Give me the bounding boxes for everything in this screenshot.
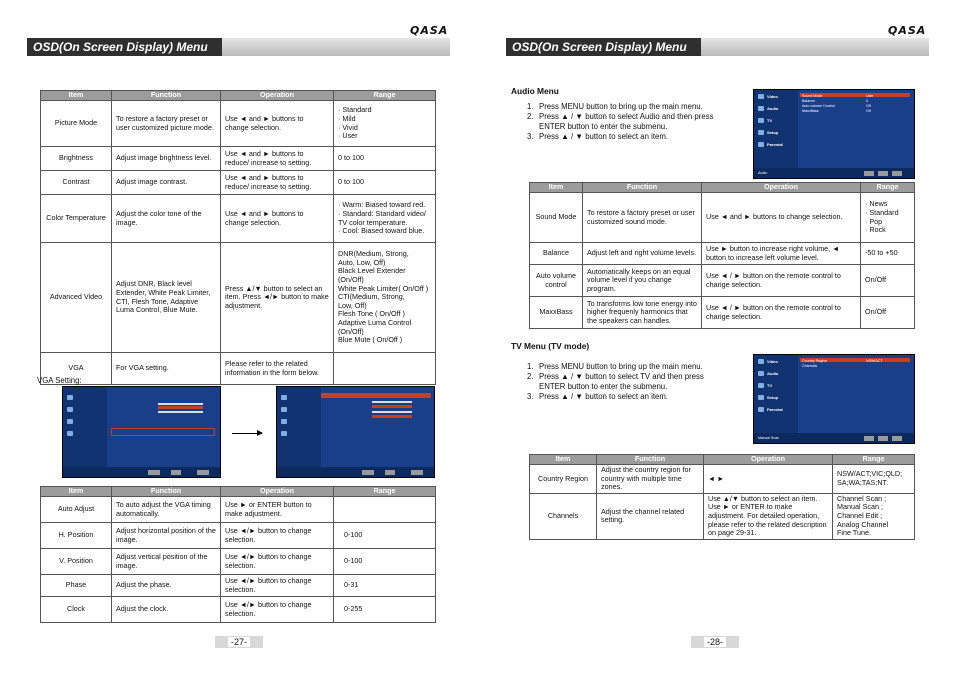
osd-item-value: Off <box>866 104 871 108</box>
osd-sidebar <box>754 355 798 433</box>
osd-slider-fill <box>372 415 412 418</box>
osd-menu-label: Parental <box>767 142 783 147</box>
range-line: White Peak Limiter( On/Off ) <box>338 283 429 293</box>
cell-range <box>334 171 436 195</box>
range-line: · Rock <box>865 225 886 235</box>
table-row <box>530 465 915 494</box>
osd-button <box>878 171 888 176</box>
cell-item: Contrast <box>41 171 112 195</box>
osd-footer-bar <box>277 467 434 477</box>
cell-item: Brightness <box>41 147 112 171</box>
cell-function: To auto adjust the VGA timing automatically. <box>112 497 221 523</box>
cell-operation: Use ▲/▼ button to select an item. Use ► or ENTER to make adjustment. For detailed operation, please refer to the related description on page 29-31. <box>704 493 833 539</box>
osd-slider-fill <box>372 405 412 408</box>
tv-steps-list <box>527 362 727 402</box>
audio-icon <box>758 371 764 376</box>
cell-item: Advanced Video <box>41 243 112 353</box>
header-item: Item <box>530 455 597 465</box>
range-line: · Standard: Standard video/ <box>338 208 426 218</box>
cell-range <box>833 465 915 494</box>
setup-icon <box>758 130 764 135</box>
osd-button <box>385 470 395 475</box>
osd-menu-item <box>758 395 778 400</box>
cell-operation: Use ◄ / ► button on the remote control to change selection. <box>702 265 861 297</box>
cell-item: V. Position <box>41 549 112 575</box>
cell-operation: Use ► button to increase right volume, ◄ button to increase left volume level. <box>702 243 861 265</box>
table-row <box>41 549 436 575</box>
range-line: Adaptive Luma Control <box>338 317 412 327</box>
range-line: (On/Off) <box>338 326 364 336</box>
tv-menu-screen <box>753 354 915 444</box>
cell-function: Adjust the country region for country with multiple time zones. <box>597 465 704 494</box>
header-range: Range <box>334 487 436 497</box>
cell-item: Auto Adjust <box>41 497 112 523</box>
header-function: Function <box>597 455 704 465</box>
step-text: Press ▲ / ▼ button to select Audio and then press ENTER button to enter the submenu. <box>539 112 714 131</box>
table-row <box>41 147 436 171</box>
osd-menu-label: Setup <box>767 395 779 400</box>
osd-menu-item <box>758 106 778 111</box>
arrow-right-icon <box>232 433 262 434</box>
table-row <box>41 171 436 195</box>
tv-icon <box>758 383 764 388</box>
osd-menu-item <box>758 94 778 99</box>
range-line: (On/Off) <box>338 275 364 285</box>
cell-range: 0-255 <box>334 597 436 623</box>
osd-item-label: MaxxBass <box>802 109 819 113</box>
osd-menu-item <box>758 383 772 388</box>
osd-item-value: Off <box>866 109 871 113</box>
step-item <box>527 362 727 372</box>
osd-slider <box>158 411 203 413</box>
cell-range <box>833 493 915 539</box>
cell-operation: Use ◄ and ► buttons to reduce/ increase to setting. <box>221 171 334 195</box>
cell-function: Adjust vertical position of the image. <box>112 549 221 575</box>
osd-menu-item <box>758 407 783 412</box>
vga-screen-after <box>276 386 435 478</box>
vga-setting-label: VGA Setting: <box>37 376 82 385</box>
header-range: Range <box>833 455 915 465</box>
cell-operation: Use ◄ and ► buttons to change selection. <box>221 195 334 243</box>
range-line: Channel Edit ; <box>837 510 883 520</box>
range-line: 0 to 100 <box>338 153 364 163</box>
tv-menu-title: TV Menu (TV mode) <box>511 341 590 351</box>
osd-menu-item <box>758 359 778 364</box>
video-icon <box>758 94 764 99</box>
header-operation: Operation <box>704 455 833 465</box>
audio-icon <box>67 407 76 412</box>
table-row <box>530 193 915 243</box>
range-line: Analog Channel <box>837 519 889 529</box>
cell-function: For VGA setting. <box>112 353 221 385</box>
cell-item: Sound Mode <box>530 193 583 243</box>
osd-button <box>864 171 874 176</box>
range-line: DNR(Medium, Strong, <box>338 249 409 259</box>
step-item <box>527 392 727 402</box>
range-line: 0 to 100 <box>338 177 364 187</box>
cell-range <box>334 243 436 353</box>
cell-function: Adjust image contrast. <box>112 171 221 195</box>
table-row <box>530 297 915 329</box>
range-line: · User <box>338 131 358 141</box>
osd-menu-label: TV <box>767 383 773 388</box>
tv-icon <box>281 419 290 424</box>
cell-function: Automatically keeps on an equal volume level if you change program. <box>583 265 702 297</box>
range-line: Flesh Tone ( On/Off ) <box>338 309 405 319</box>
osd-footer-bar <box>63 467 220 477</box>
range-line: Fine Tune. <box>837 528 871 538</box>
step-number: 2. <box>527 112 534 121</box>
cell-range <box>334 497 436 523</box>
osd-item-value: 0 <box>866 99 868 103</box>
range-line: Auto, Low, Off) <box>338 257 386 267</box>
osd-button <box>878 436 888 441</box>
audio-menu-title: Audio Menu <box>511 86 559 96</box>
parental-icon <box>758 142 764 147</box>
parental-icon <box>758 407 764 412</box>
cell-range: 0-100 <box>334 523 436 549</box>
cell-range: 0-31 <box>334 575 436 597</box>
cell-operation: Use ◄ and ► buttons to reduce/ increase to setting. <box>221 147 334 171</box>
cell-item: Clock <box>41 597 112 623</box>
header-operation: Operation <box>221 487 334 497</box>
cell-operation: Use ◄ and ► buttons to change selection. <box>702 193 861 243</box>
section-banner <box>506 38 929 56</box>
cell-function: Adjust left and right volume levels. <box>583 243 702 265</box>
right-page <box>477 0 954 673</box>
step-text: Press ▲ / ▼ button to select an item. <box>539 392 668 401</box>
osd-menu-label: Video <box>767 94 778 99</box>
table-header-row <box>41 91 436 101</box>
cell-function: Adjust the phase. <box>112 575 221 597</box>
cell-function: To restore a factory preset or user customized sound mode. <box>583 193 702 243</box>
cell-item: Channels <box>530 493 597 539</box>
cell-item: Country Region <box>530 465 597 494</box>
range-line: Blue Mute ( On/Off ) <box>338 335 403 345</box>
header-operation: Operation <box>702 183 861 193</box>
step-item <box>527 132 727 142</box>
table-header-row <box>530 183 915 193</box>
header-function: Function <box>112 487 221 497</box>
osd-sidebar <box>754 90 798 168</box>
cell-range <box>861 265 915 297</box>
osd-footer-bar <box>754 168 914 178</box>
tv-icon <box>67 419 76 424</box>
step-text: Press MENU button to bring up the main menu. <box>539 362 703 371</box>
osd-menu-label: Parental <box>767 407 783 412</box>
cell-operation: Use ◄ and ► buttons to change selection. <box>221 101 334 147</box>
table-row <box>530 265 915 297</box>
osd-item-label: Channels <box>802 364 818 368</box>
table-row <box>41 523 436 549</box>
table-row <box>41 243 436 353</box>
step-number: 1. <box>527 362 534 371</box>
cell-item: MaxxBass <box>530 297 583 329</box>
range-line: SA;WA;TAS;NT. <box>837 477 889 487</box>
osd-menu-label: Setup <box>767 130 779 135</box>
osd-button <box>362 470 374 475</box>
step-item <box>527 372 727 392</box>
osd-button <box>892 436 902 441</box>
video-icon <box>758 359 764 364</box>
cell-function: Adjust the clock. <box>112 597 221 623</box>
page-number: -28- <box>691 636 739 648</box>
table-row <box>41 597 436 623</box>
osd-item-label: Balance <box>802 99 815 103</box>
cell-operation: Use ◄/► button to change selection. <box>221 575 334 597</box>
step-number: 3. <box>527 132 534 141</box>
banner-title: OSD(On Screen Display) Menu <box>27 38 222 56</box>
osd-sidebar <box>277 387 321 467</box>
step-number: 1. <box>527 102 534 111</box>
audio-icon <box>281 407 290 412</box>
banner-title: OSD(On Screen Display) Menu <box>506 38 701 56</box>
range-line: Manual Scan ; <box>837 502 883 512</box>
osd-item-value: NSW/ACT <box>866 359 883 363</box>
header-range: Range <box>334 91 436 101</box>
osd-button <box>197 470 209 475</box>
cell-range: 0-100 <box>334 549 436 575</box>
cell-range <box>334 147 436 171</box>
setup-icon <box>758 395 764 400</box>
cell-function: Adjust the color tone of the image. <box>112 195 221 243</box>
range-line: · Mild <box>338 113 356 123</box>
table-row <box>41 195 436 243</box>
header-range: Range <box>861 183 915 193</box>
table-row <box>41 575 436 597</box>
cell-range <box>334 195 436 243</box>
cell-item: Auto volume control <box>530 265 583 297</box>
audio-settings-table <box>529 182 915 329</box>
osd-button <box>864 436 874 441</box>
audio-menu-screen <box>753 89 915 179</box>
video-icon <box>67 395 76 400</box>
table-row <box>41 101 436 147</box>
cell-operation: Please refer to the related information in the form below. <box>221 353 334 385</box>
vga-screen-before <box>62 386 221 478</box>
vga-settings-table <box>40 486 436 623</box>
osd-slider-fill <box>158 406 203 409</box>
osd-item-label: Auto volume Control <box>802 104 835 108</box>
range-line: · Pop <box>865 216 883 226</box>
cell-item: VGA <box>41 353 112 385</box>
tv-settings-table <box>529 454 915 540</box>
header-function: Function <box>112 91 221 101</box>
setup-icon <box>281 431 290 436</box>
video-icon <box>281 395 290 400</box>
step-item <box>527 102 727 112</box>
cell-operation: Use ◄/► button to change selection. <box>221 549 334 575</box>
osd-footer-label: Audio <box>758 171 768 175</box>
table-row <box>41 353 436 385</box>
cell-item: Color Temperature <box>41 195 112 243</box>
cell-item: Phase <box>41 575 112 597</box>
step-number: 3. <box>527 392 534 401</box>
osd-item-value: User <box>866 94 874 98</box>
cell-range <box>861 297 915 329</box>
brand-logo: QASA <box>888 24 927 37</box>
osd-sidebar <box>63 387 107 467</box>
range-line: NSW/ACT;VIC;QLD; <box>837 469 903 479</box>
range-line: Low, Off) <box>338 300 367 310</box>
cell-range <box>334 101 436 147</box>
table-row <box>41 497 436 523</box>
osd-menu-item <box>758 371 778 376</box>
osd-button <box>892 171 902 176</box>
audio-icon <box>758 106 764 111</box>
cell-item: Balance <box>530 243 583 265</box>
tv-icon <box>758 118 764 123</box>
osd-menu-item <box>758 142 783 147</box>
header-function: Function <box>583 183 702 193</box>
range-line: On/Off <box>865 275 887 285</box>
osd-highlight <box>111 428 215 436</box>
table-row <box>530 243 915 265</box>
picture-settings-table <box>40 90 436 385</box>
cell-item: H. Position <box>41 523 112 549</box>
step-text: Press MENU button to bring up the main menu. <box>539 102 703 111</box>
osd-button <box>171 470 181 475</box>
section-banner <box>27 38 450 56</box>
cell-function: To transforms low tone energy into higher frequenly harmonics that the speakers can handles. <box>583 297 702 329</box>
table-row <box>530 493 915 539</box>
table-header-row <box>41 487 436 497</box>
range-line: · Warm: Biased toward red. <box>338 200 426 210</box>
osd-footer-label: Manual Scan <box>758 436 779 440</box>
cell-range <box>334 353 436 385</box>
audio-steps-list <box>527 102 727 142</box>
cell-operation: Use ◄/► button to change selection. <box>221 597 334 623</box>
osd-slider <box>372 401 412 403</box>
range-line: · Standard <box>338 105 372 115</box>
header-item: Item <box>41 91 112 101</box>
cell-operation: Press ▲/▼ button to select an item. Press ◄/► button to make adjustment. <box>221 243 334 353</box>
osd-item-label: Sound Mode <box>802 94 823 98</box>
osd-menu-item <box>758 130 778 135</box>
osd-menu-label: Audio <box>767 371 779 376</box>
range-line: TV color temperature. <box>338 217 408 227</box>
osd-button <box>411 470 423 475</box>
osd-slider <box>158 403 203 405</box>
cell-function: Adjust DNR, Black level Extender, White Peak Limiter, CTI, Flesh Tone, Adaptive Luma Control, Blue Mute. <box>112 243 221 353</box>
setup-icon <box>67 431 76 436</box>
osd-menu-label: Audio <box>767 106 779 111</box>
range-line: Black Level Extender <box>338 266 406 276</box>
step-item <box>527 112 727 132</box>
table-header-row <box>530 455 915 465</box>
cell-operation: Use ◄/► button to change selection. <box>221 523 334 549</box>
cell-function: To restore a factory preset or user customized picture mode. <box>112 101 221 147</box>
osd-button <box>148 470 160 475</box>
header-operation: Operation <box>221 91 334 101</box>
range-line: · Cool: Biased toward blue. <box>338 226 425 236</box>
range-line: · Vivid <box>338 122 358 132</box>
osd-selected-row <box>321 393 431 398</box>
osd-menu-item <box>758 118 772 123</box>
cell-operation: Use ► or ENTER button to make adjustment. <box>221 497 334 523</box>
page-number: -27- <box>215 636 263 648</box>
range-line: Channel Scan ; <box>837 493 887 503</box>
cell-range <box>861 193 915 243</box>
cell-item: Picture Mode <box>41 101 112 147</box>
step-text: Press ▲ / ▼ button to select an item. <box>539 132 668 141</box>
range-line: · News <box>865 199 888 209</box>
cell-range <box>861 243 915 265</box>
brand-logo: QASA <box>410 24 449 37</box>
range-line: -50 to +50 <box>865 248 898 258</box>
osd-slider <box>372 411 412 413</box>
step-number: 2. <box>527 372 534 381</box>
cell-function: Adjust the channel related setting. <box>597 493 704 539</box>
cell-function: Adjust image brightness level. <box>112 147 221 171</box>
header-item: Item <box>41 487 112 497</box>
step-text: Press ▲ / ▼ button to select TV and then press ENTER button to enter the submenu. <box>539 372 704 391</box>
osd-menu-label: TV <box>767 118 773 123</box>
cell-operation: Use ◄ / ► button on the remote control to change selection. <box>702 297 861 329</box>
range-line: On/Off <box>865 307 887 317</box>
range-line: · Standard <box>865 207 899 217</box>
header-item: Item <box>530 183 583 193</box>
range-line: CTI(Medium, Strong, <box>338 292 405 302</box>
osd-footer-bar <box>754 433 914 443</box>
cell-function: Adjust horizontal position of the image. <box>112 523 221 549</box>
cell-operation: ◄ ► <box>704 465 833 494</box>
osd-menu-label: Video <box>767 359 778 364</box>
osd-item-label: Country Region <box>802 359 827 363</box>
